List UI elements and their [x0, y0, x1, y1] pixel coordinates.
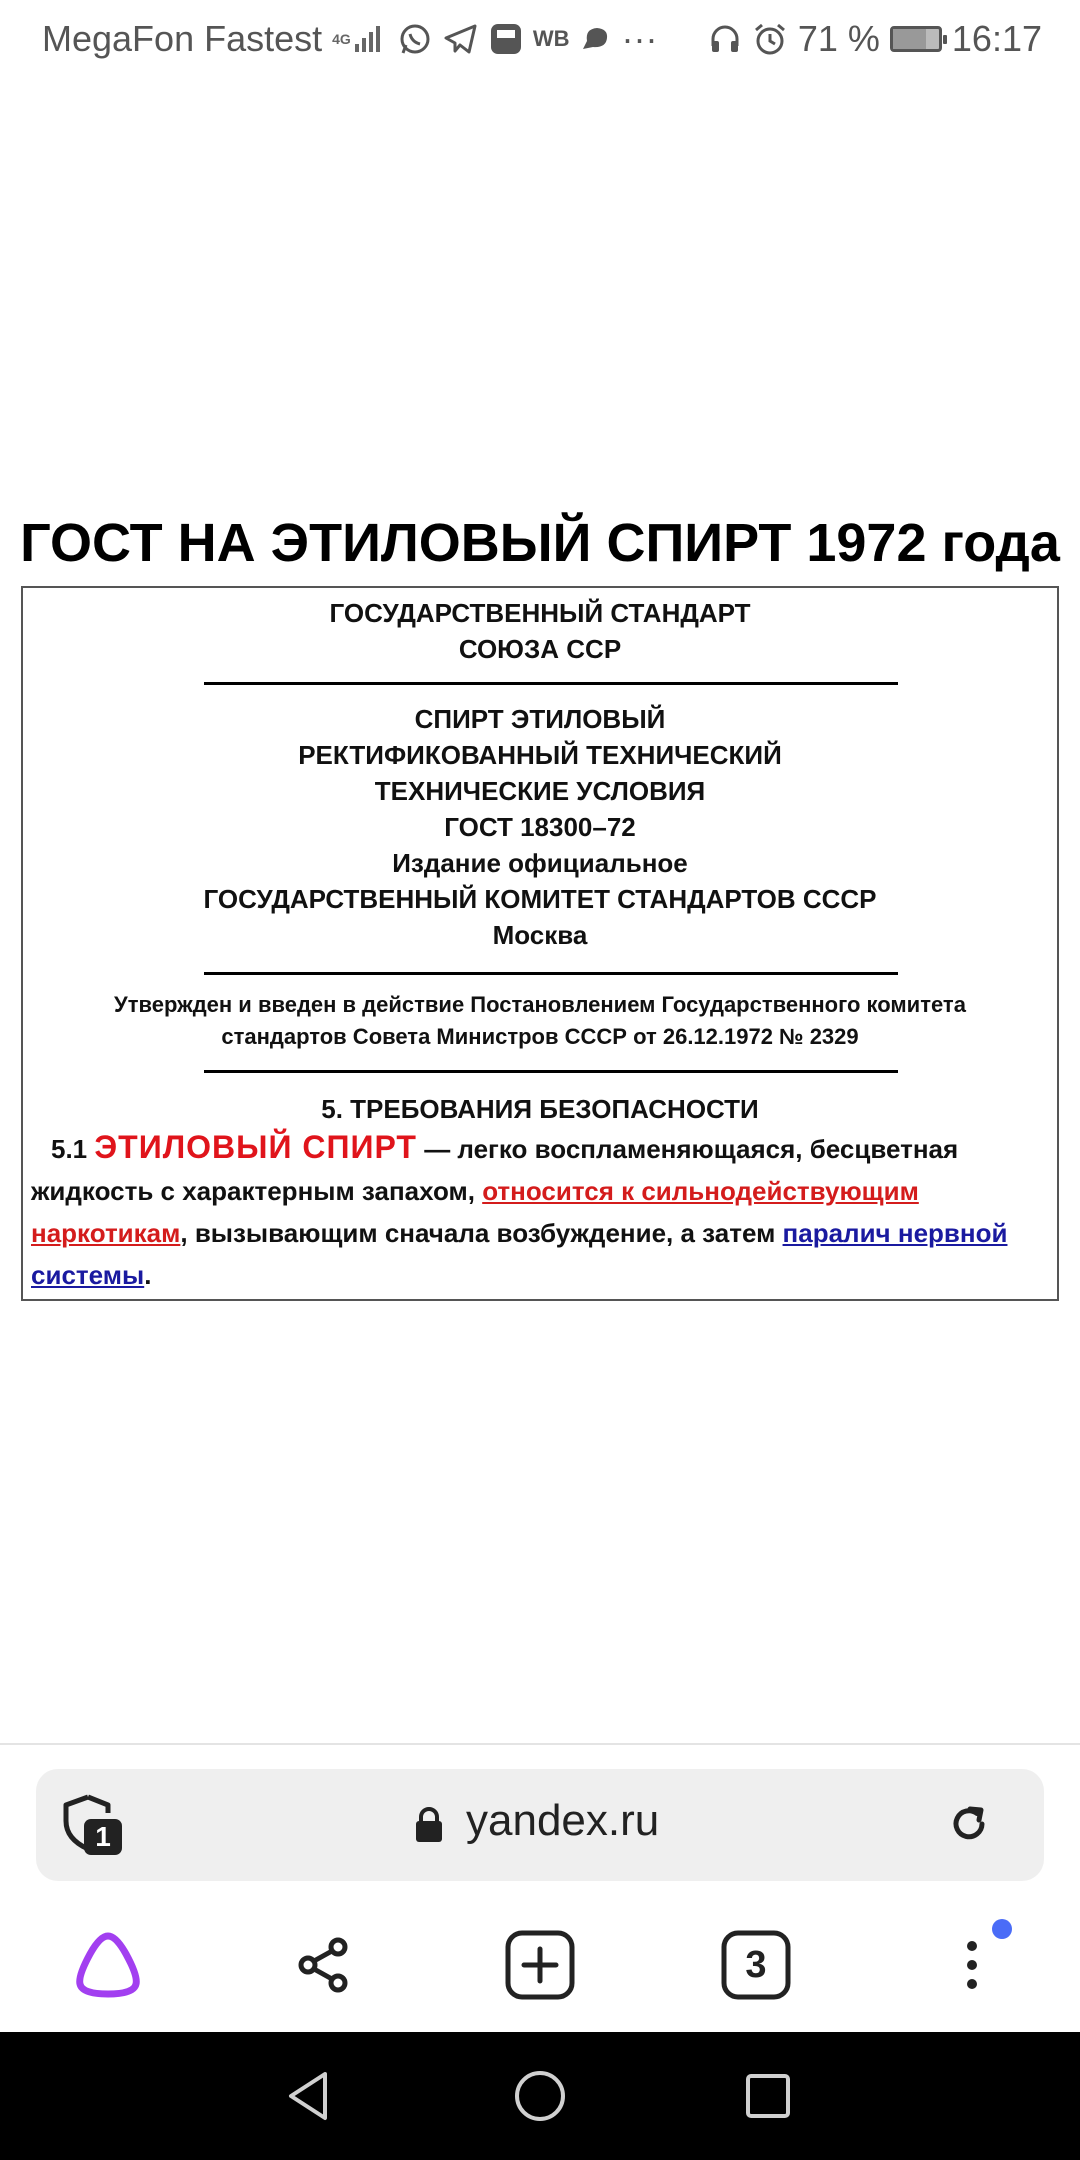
divider-1	[204, 682, 898, 685]
menu-button[interactable]	[932, 1925, 1012, 2005]
middle-line-6: ГОСУДАРСТВЕННЫЙ КОМИТЕТ СТАНДАРТОВ СССР	[203, 884, 877, 914]
para-text-2: , вызывающим сначала возбуждение, а затем	[180, 1218, 776, 1248]
para-red-link: относится к сильнодействующим наркотикам	[31, 1176, 919, 1248]
section-title: 5. ТРЕБОВАНИЯ БЕЗОПАСНОСТИ	[321, 1094, 759, 1124]
approved-line-1: Утвержден и введен в действие Постановлением Государственного комитета	[114, 992, 966, 1017]
plus-icon	[504, 1929, 576, 2001]
chat-icon	[579, 23, 611, 55]
battery-icon	[890, 26, 942, 52]
lock-icon	[414, 1806, 444, 1849]
alarm-icon	[752, 21, 788, 57]
new-tab-button[interactable]	[500, 1925, 580, 2005]
wb-icon: WB	[532, 26, 570, 51]
divider-2	[204, 972, 898, 975]
battery-percent: 71 %	[797, 18, 880, 59]
para-number: 5.1	[51, 1134, 88, 1164]
headphones-icon	[708, 22, 742, 56]
middle-line-5: Издание официальное	[392, 848, 688, 878]
status-bar	[0, 0, 1080, 80]
document-title: ГОСТ НА ЭТИЛОВЫЙ СПИРТ 1972 года	[20, 513, 1060, 573]
more-vertical-icon	[952, 1930, 992, 2000]
back-button[interactable]	[274, 2062, 342, 2130]
header-line-1: ГОСУДАРСТВЕННЫЙ СТАНДАРТ	[329, 598, 751, 628]
notification-dot	[992, 1919, 1012, 1939]
telegram-icon	[443, 21, 479, 57]
para-text-1: — легко воспламеняющаяся, бесцветная жидкость с характерным запахом,	[31, 1134, 959, 1206]
middle-line-2: РЕКТИФИКОВАННЫЙ ТЕХНИЧЕСКИЙ	[298, 740, 782, 770]
carrier-label: MegaFon Fastest	[42, 18, 323, 59]
middle-line-4: ГОСТ 18300–72	[444, 812, 636, 842]
middle-line-1: СПИРТ ЭТИЛОВЫЙ	[414, 704, 666, 734]
alice-icon	[70, 1930, 146, 2000]
tabs-button[interactable]	[716, 1925, 796, 2005]
tab-count: 3	[745, 1944, 767, 1986]
home-button[interactable]	[506, 2062, 574, 2130]
status-right	[708, 14, 1042, 64]
clock: 16:17	[951, 18, 1042, 59]
signal-icon: 4G	[332, 24, 387, 54]
recents-square-icon	[743, 2071, 793, 2121]
middle-line-3: ТЕХНИЧЕСКИЕ УСЛОВИЯ	[374, 776, 706, 806]
home-circle-icon	[512, 2068, 568, 2124]
header-line-2: СОЮЗА ССР	[458, 634, 622, 664]
whatsapp-icon	[397, 21, 433, 57]
para-end: .	[144, 1260, 152, 1290]
divider-3	[204, 1070, 898, 1073]
alice-button[interactable]	[68, 1925, 148, 2005]
safety-paragraph	[31, 1126, 1051, 1296]
middle-line-7: Москва	[492, 920, 588, 950]
approved-line-2: стандартов Совета Министров СССР от 26.12.1972 № 2329	[221, 1024, 859, 1049]
reload-button[interactable]	[946, 1801, 992, 1852]
reload-icon	[946, 1801, 992, 1847]
share-button[interactable]	[284, 1925, 364, 2005]
back-triangle-icon	[283, 2068, 333, 2124]
share-icon	[294, 1935, 354, 1995]
gost-document-image	[21, 586, 1059, 1301]
chrome-divider	[0, 1743, 1080, 1745]
status-left	[42, 14, 657, 64]
more-notifications-icon: ···	[621, 18, 658, 59]
url-text[interactable]: yandex.ru	[466, 1796, 660, 1845]
huawei-app-icon	[489, 22, 523, 56]
para-blue-link: паралич нервной системы	[31, 1218, 1008, 1290]
tabs-badge: 1	[95, 1821, 111, 1852]
recents-button[interactable]	[734, 2062, 802, 2130]
protect-tabs-button[interactable]	[58, 1793, 124, 1857]
para-red-heading: ЭТИЛОВЫЙ СПИРТ	[94, 1129, 417, 1165]
